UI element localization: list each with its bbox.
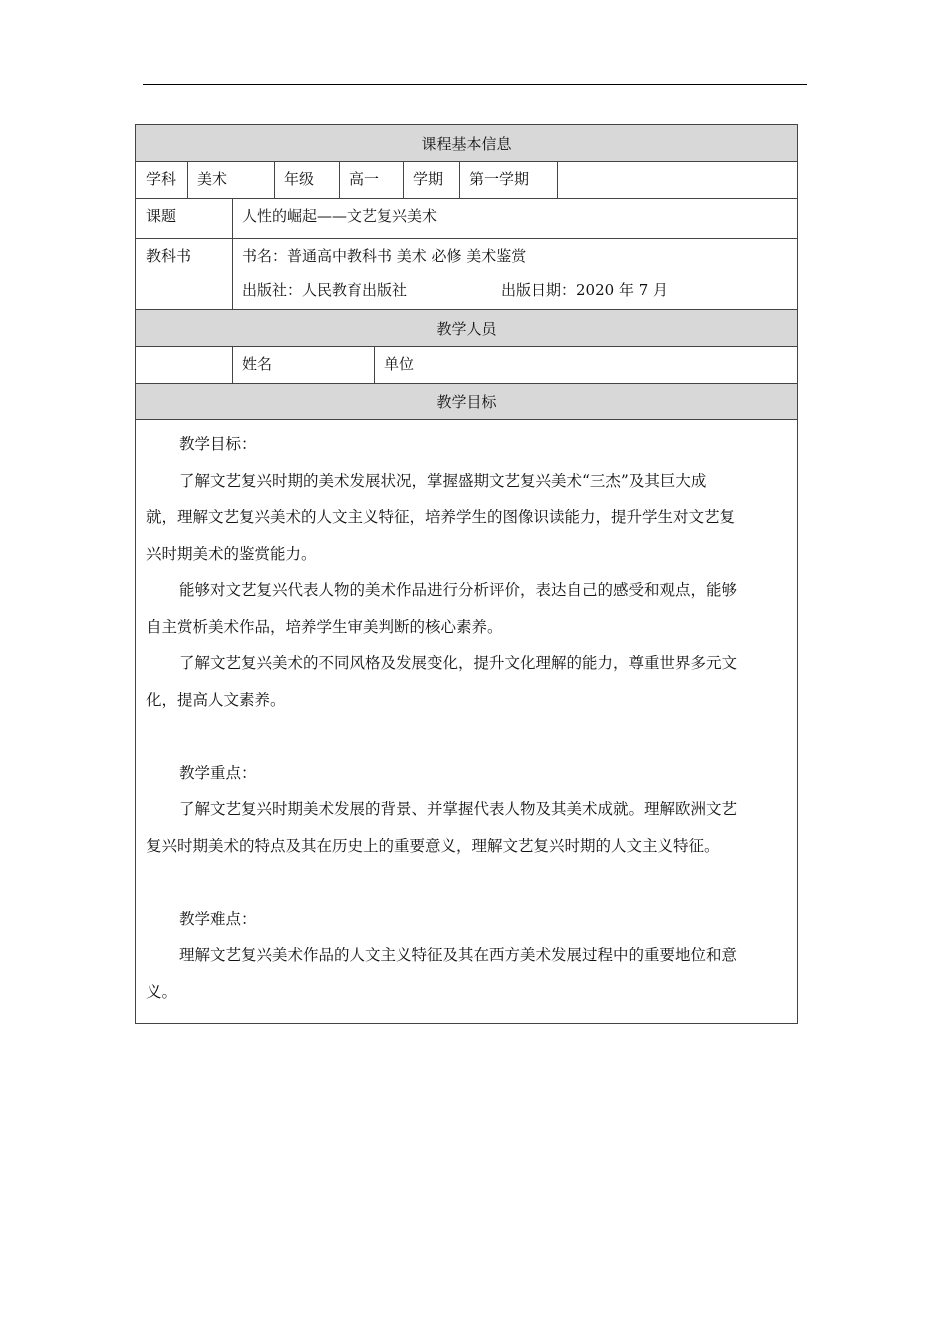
objectives-title: 教学目标： xyxy=(179,435,257,453)
objective-line: 能够对文艺复兴代表人物的美术作品进行分析评价，表达自己的感受和观点，能够 xyxy=(179,581,738,599)
objective-line: 了解文艺复兴美术的不同风格及发展变化，提升文化理解的能力，尊重世界多元文 xyxy=(179,654,738,672)
textbook-row xyxy=(136,238,797,309)
textbook-date: 出版日期：2020 年 7 月 xyxy=(501,281,669,299)
staff-title: 教学人员 xyxy=(436,319,497,338)
course-row xyxy=(136,161,797,198)
staff-name-label: 姓名 xyxy=(242,355,273,373)
goals-header xyxy=(136,383,797,419)
basic-info-header xyxy=(136,125,797,161)
topic-row xyxy=(136,198,797,238)
objective-line: 自主赏析美术作品，培养学生审美判断的核心素养。 xyxy=(146,617,503,636)
textbook-label: 教科书 xyxy=(146,247,192,265)
difficulty-title: 教学难点： xyxy=(179,909,257,928)
grade-label: 年级 xyxy=(284,170,315,188)
textbook-publisher: 出版社：人民教育出版社 xyxy=(242,281,408,299)
topic-value: 人性的崛起——文艺复兴美术 xyxy=(242,207,438,225)
staff-header xyxy=(136,309,797,346)
term-label: 学期 xyxy=(413,170,444,188)
key-point-line: 了解文艺复兴时期美术发展的背景、并掌握代表人物及其美术成就。理解欧洲文艺 xyxy=(179,800,738,818)
subject-value: 美术 xyxy=(197,170,228,188)
goals-title: 教学目标 xyxy=(436,393,497,411)
key-points-title: 教学重点： xyxy=(179,763,257,782)
staff-unit-label: 单位 xyxy=(384,355,415,373)
objective-line: 兴时期美术的鉴赏能力。 xyxy=(146,544,317,563)
term-value: 第一学期 xyxy=(469,170,530,188)
key-point-line: 复兴时期美术的特点及其在历史上的重要意义，理解文艺复兴时期的人文主义特征。 xyxy=(146,836,720,855)
staff-row xyxy=(136,346,797,383)
textbook-book: 书名：普通高中教科书 美术 必修 美术鉴赏 xyxy=(242,247,527,265)
difficulty-line: 义。 xyxy=(146,982,178,1001)
objective-line: 了解文艺复兴时期的美术发展状况，掌握盛期文艺复兴美术“三杰”及其巨大成 xyxy=(179,471,707,490)
course-info-form xyxy=(135,124,798,1024)
difficulty-line: 理解文艺复兴美术作品的人文主义特征及其在西方美术发展过程中的重要地位和意 xyxy=(179,946,738,964)
top-rule xyxy=(143,84,807,85)
topic-label: 课题 xyxy=(146,207,177,225)
subject-label: 学科 xyxy=(146,170,177,188)
objective-line: 化，提高人文素养。 xyxy=(146,690,286,709)
goals-body xyxy=(136,419,797,1023)
grade-value: 高一 xyxy=(349,170,380,188)
objective-line: 就，理解文艺复兴美术的人文主义特征，培养学生的图像识读能力，提升学生对文艺复 xyxy=(146,508,736,526)
basic-info-title: 课程基本信息 xyxy=(421,134,512,153)
